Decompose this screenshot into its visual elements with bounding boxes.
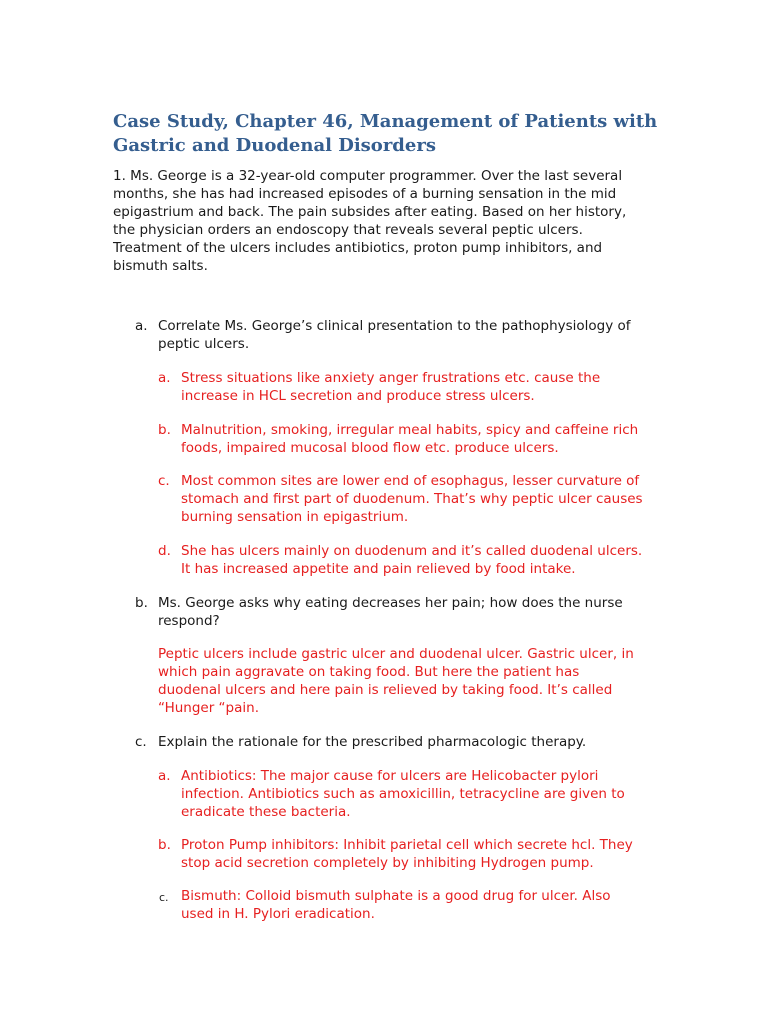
question-line: Ms. George asks why eating decreases her pain; how does the nurse [158,595,623,611]
intro-line: 1. Ms. George is a 32-year-old computer programmer. Over the last several [113,168,623,184]
answer-b-paragraph [158,645,678,717]
answer-marker: c. [158,473,170,489]
title-line-1: Case Study, Chapter 46, Management of Patients with [113,111,658,132]
answer-marker: b. [158,837,171,853]
answer-line: Peptic ulcers include gastric ulcer and duodenal ulcer. Gastric ulcer, in [158,646,634,662]
question-marker: c. [135,734,147,750]
intro-line: Treatment of the ulcers includes antibiotics, proton pump inhibitors, and [113,240,603,256]
question-line: respond? [158,613,220,629]
answer-a-b [181,421,681,457]
question-marker: b. [135,595,148,611]
answer-marker: a. [158,768,171,784]
intro-line: epigastrium and back. The pain subsides after eating. Based on her history, [113,204,627,220]
question-c-text [158,733,678,751]
question-b-text [158,594,678,630]
answer-c-c [181,887,681,923]
answer-line: “Hunger “pain. [158,700,259,716]
answer-line: stomach and first part of duodenum. That’s why peptic ulcer causes [181,491,643,507]
question-line: peptic ulcers. [158,336,250,352]
answer-line: increase in HCL secretion and produce stress ulcers. [181,388,535,404]
document-title [113,110,673,158]
answer-line: Most common sites are lower end of esophagus, lesser curvature of [181,473,640,489]
answer-line: Antibiotics: The major cause for ulcers are Helicobacter pylori [181,768,599,784]
answer-line: She has ulcers mainly on duodenum and it’s called duodenal ulcers. [181,543,643,559]
answer-marker: d. [158,543,171,559]
answer-line: stop acid secretion completely by inhibiting Hydrogen pump. [181,855,594,871]
answer-line: eradicate these bacteria. [181,804,351,820]
intro-line: months, she has had increased episodes of a burning sensation in the mid [113,186,617,202]
answer-line: Bismuth: Colloid bismuth sulphate is a good drug for ulcer. Also [181,888,611,904]
answer-a-a [181,369,681,405]
answer-line: burning sensation in epigastrium. [181,509,409,525]
answer-line: which pain aggravate on taking food. But here the patient has [158,664,580,680]
answer-marker: b. [158,422,171,438]
title-line-2: Gastric and Duodenal Disorders [113,135,436,156]
answer-line: It has increased appetite and pain relieved by food intake. [181,561,576,577]
case-intro-paragraph [113,167,658,275]
answer-marker: c. [159,891,169,904]
answer-line: Stress situations like anxiety anger frustrations etc. cause the [181,370,601,386]
answer-c-b [181,836,681,872]
answer-a-d [181,542,681,578]
answer-line: duodenal ulcers and here pain is relieved by taking food. It’s called [158,682,613,698]
answer-a-c [181,472,681,526]
answer-line: foods, impaired mucosal blood flow etc. produce ulcers. [181,440,559,456]
intro-line: the physician orders an endoscopy that reveals several peptic ulcers. [113,222,583,238]
question-marker: a. [135,318,148,334]
answer-line: infection. Antibiotics such as amoxicillin, tetracycline are given to [181,786,625,802]
answer-line: Proton Pump inhibitors: Inhibit parietal cell which secrete hcl. They [181,837,633,853]
answer-c-a [181,767,681,821]
question-line: Explain the rationale for the prescribed pharmacologic therapy. [158,734,587,750]
answer-line: Malnutrition, smoking, irregular meal habits, spicy and caffeine rich [181,422,639,438]
intro-line: bismuth salts. [113,258,208,274]
question-line: Correlate Ms. George’s clinical presentation to the pathophysiology of [158,318,631,334]
answer-line: used in H. Pylori eradication. [181,906,375,922]
question-a-text [158,317,678,353]
answer-marker: a. [158,370,171,386]
